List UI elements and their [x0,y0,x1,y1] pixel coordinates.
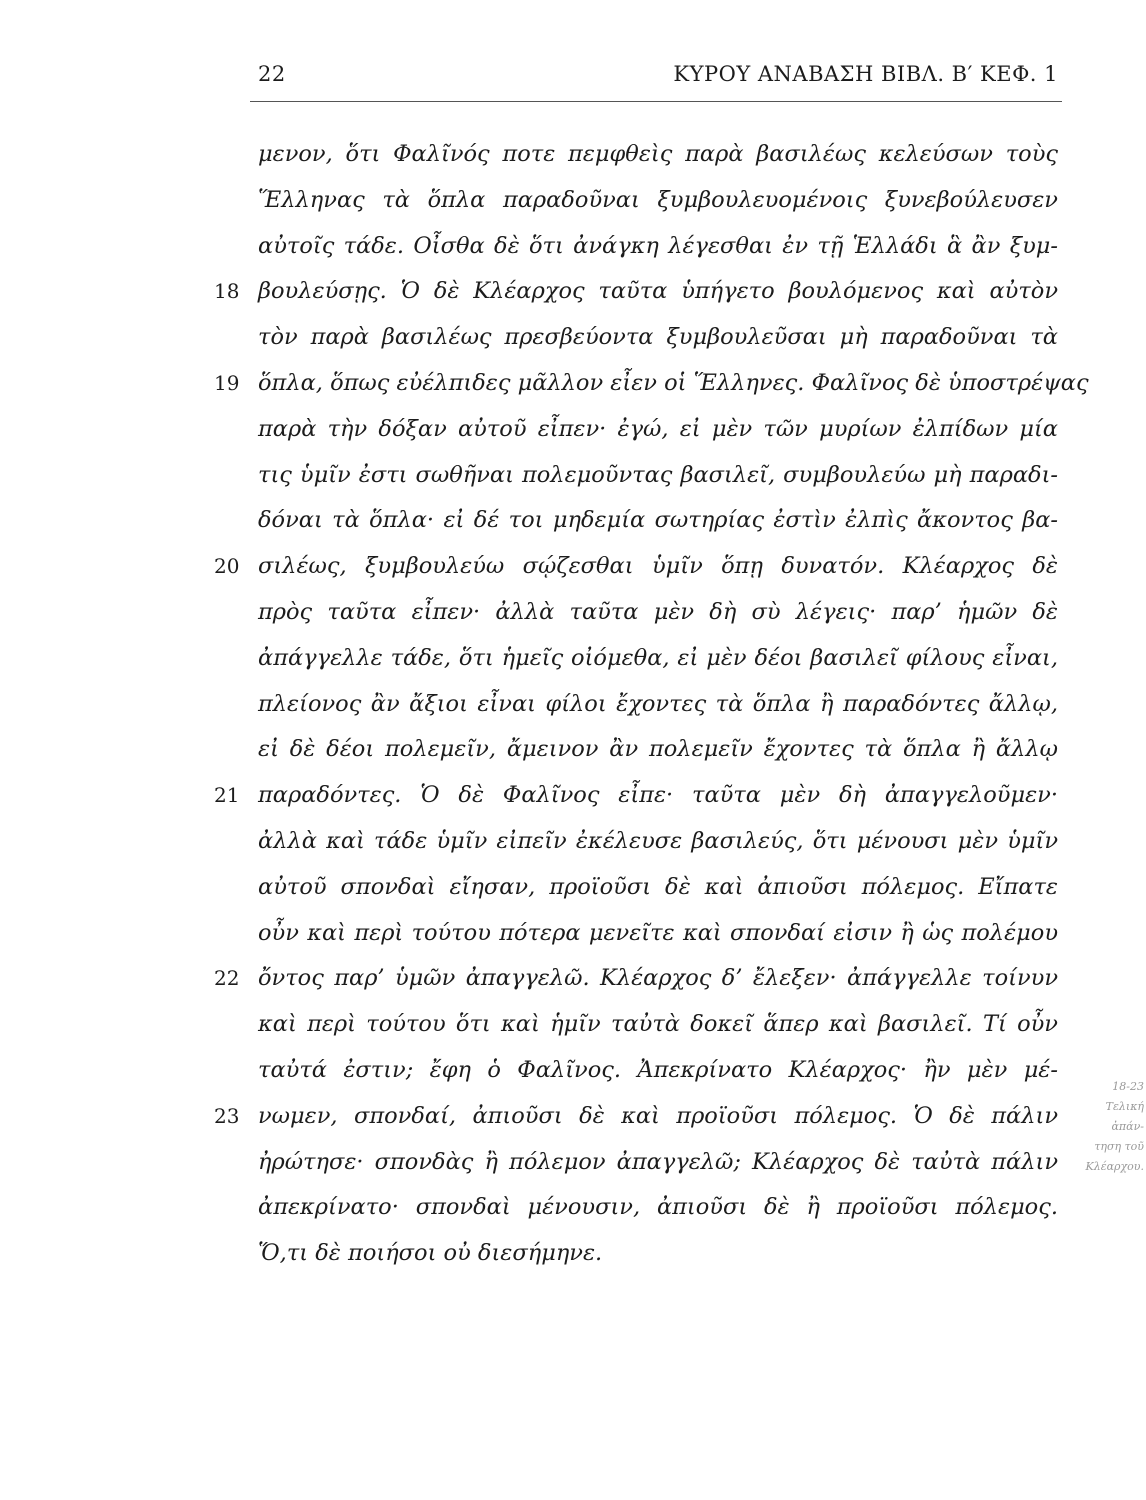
text-line: καὶ περὶ τούτου ὅτι καὶ ἡμῖν ταὐτὰ δοκεῖ ἅπερ καὶ βασιλεῖ. Τί οὖν [258,1011,1058,1038]
greek-text-body [214,132,1089,1277]
text-line: Ὅ,τι δὲ ποιήσοι οὐ διεσήμηνε. [258,1240,603,1267]
section-number: 20 [214,554,240,579]
page-number: 22 [258,62,286,86]
text-line: ὄντος παρ’ ὑμῶν ἀπαγγελῶ. Κλέαρχος δ’ ἔλεξεν· ἀπάγγελλε τοίνυν 22 [258,956,1058,1002]
running-head: ΚΥΡΟΥ ΑΝΑΒΑΣΗ ΒΙΒΛ. Β′ ΚΕΦ. 1 [673,62,1058,86]
text-line: δόναι τὰ ὅπλα· εἰ δέ τοι μηδεμία σωτηρίας ἐστὶν ἐλπὶς ἄκοντος βα- [258,507,1058,534]
margin-note-line: Κλέαρχου. [1085,1160,1144,1173]
section-number: 19 [214,370,240,395]
text-line: Ἕλληνας τὰ ὅπλα παραδοῦναι ξυμβουλευομένοις ξυνεβούλευσεν [258,186,1058,213]
section-number: 21 [214,783,240,808]
text-line: ἀλλὰ καὶ τάδε ὑμῖν εἰπεῖν ἐκέλευσε βασιλεύς, ὅτι μένουσι μὲν ὑμῖν [258,827,1058,854]
text-line: νωμεν, σπονδαί, ἀπιοῦσι δὲ καὶ προϊοῦσι πόλεμος. Ὁ δὲ πάλιν 23 [258,1094,1058,1140]
text-line: τις ὑμῖν ἐστι σωθῆναι πολεμοῦντας βασιλεῖ, συμβουλεύω μὴ παραδι- [258,461,1058,488]
page-header [258,62,1058,98]
text-line: ἠρώτησε· σπονδὰς ἢ πόλεμον ἀπαγγελῶ; Κλέαρχος δὲ ταὐτὰ πάλιν [258,1148,1058,1175]
text-line: αὐτοῖς τάδε. Οἶσθα δὲ ὅτι ἀνάγκη λέγεσθαι ἐν τῇ Ἑλλάδι ἃ ἂν ξυμ- [258,232,1058,259]
text-line: παραδόντες. Ὁ δὲ Φαλῖνος εἶπε· ταῦτα μὲν δὴ ἀπαγγελοῦμεν· 21 [258,773,1058,819]
margin-note-line: τηση τοῦ [1094,1140,1144,1153]
text-line: πρὸς ταῦτα εἶπεν· ἀλλὰ ταῦτα μὲν δὴ σὺ λέγεις· παρ’ ἡμῶν δὲ [258,598,1058,625]
text-line: τὸν παρὰ βασιλέως πρεσβεύοντα ξυμβουλεῦσαι μὴ παραδοῦναι τὰ [258,324,1058,351]
text-line: παρὰ τὴν δόξαν αὐτοῦ εἶπεν· ἐγώ, εἰ μὲν τῶν μυρίων ἐλπίδων μία [258,415,1058,442]
text-line: ταὐτά ἐστιν; ἔφη ὁ Φαλῖνος. Ἀπεκρίνατο Κλέαρχος· ἢν μὲν μέ- [258,1056,1058,1083]
header-rule [250,101,1062,102]
text-line: ὅπλα, ὅπως εὐέλπιδες μᾶλλον εἶεν οἱ Ἕλληνες. Φαλῖνος δὲ ὑποστρέψας 19 [258,361,1058,407]
text-line: πλείονος ἂν ἄξιοι εἶναι φίλοι ἔχοντες τὰ ὅπλα ἢ παραδόντες ἄλλῳ, [258,690,1058,717]
section-number: 18 [214,279,240,304]
text-line: αὐτοῦ σπονδαὶ εἴησαν, προϊοῦσι δὲ καὶ ἀπιοῦσι πόλεμος. Εἴπατε [258,873,1058,900]
text-line: μενον, ὅτι Φαλῖνός ποτε πεμφθεὶς παρὰ βασιλέως κελεύσων τοὺς [258,141,1058,167]
section-number: 23 [214,1103,240,1128]
text-line: εἰ δὲ δέοι πολεμεῖν, ἄμεινον ἂν πολεμεῖν ἔχοντες τὰ ὅπλα ἢ ἄλλῳ [258,736,1058,763]
margin-note [1078,1077,1144,1177]
text-line: σιλέως, ξυμβουλεύω σῴζεσθαι ὑμῖν ὅπῃ δυνατόν. Κλέαρχος δὲ 20 [258,544,1058,590]
margin-note-ref: 18-23 [1112,1080,1144,1093]
text-line: οὖν καὶ περὶ τούτου πότερα μενεῖτε καὶ σπονδαί εἰσιν ἢ ὡς πολέμου [258,919,1058,946]
section-number: 22 [214,966,240,991]
margin-note-line: Τελική ἀπάν- [1105,1100,1144,1133]
text-line: ἀπάγγελλε τάδε, ὅτι ἡμεῖς οἰόμεθα, εἰ μὲν δέοι βασιλεῖ φίλους εἶναι, [258,644,1058,671]
text-line: βουλεύσῃς. Ὁ δὲ Κλέαρχος ταῦτα ὑπήγετο βουλόμενος καὶ αὐτὸν 18 [258,269,1058,315]
text-line: ἀπεκρίνατο· σπονδαὶ μένουσιν, ἀπιοῦσι δὲ ἢ προϊοῦσι πόλεμος. [258,1194,1058,1221]
